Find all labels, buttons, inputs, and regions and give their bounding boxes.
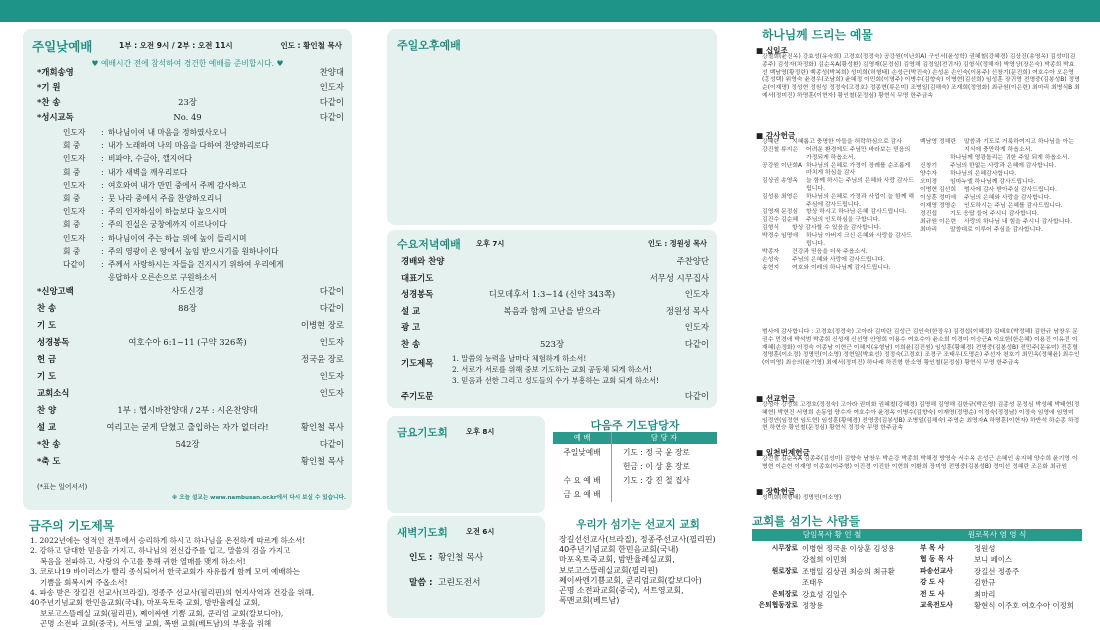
thanks-text: 항상 하시고 하나님 은혜 감사드립니다. (806, 209, 907, 216)
order-content: 여리고는 굳게 닫혔고 출입하는 자가 없더라! (106, 422, 269, 432)
servants-header (752, 529, 1082, 541)
litany-colon: : (101, 141, 104, 151)
order-content: 사도신경 (171, 286, 204, 296)
order-label: 찬 송 (401, 338, 421, 349)
prayer-item: 보로고스뜰레실 교회(필리핀), 쩨이싸엔 기쁨 교회, 쿤리엄 교회(칼보디아), (40, 608, 284, 618)
order-label: 성경봉독 (37, 337, 70, 347)
thanks-entry (762, 233, 917, 249)
dawn-scripture: 고린도전서 (438, 578, 481, 588)
litany-colon: : (101, 167, 104, 177)
mission-line: 폭맨교회(베트남) (559, 596, 620, 606)
morning-intro: ♥ 예배시간 전에 참석하여 경건한 예배를 준비합시다. ♥ (91, 59, 284, 68)
order-label: 찬 송 (37, 303, 57, 313)
litany-speaker: 회 중 (63, 194, 81, 203)
thanks-text: 지혜롭고 충명한 아들을 허락하심으로 감사 (792, 139, 902, 145)
order-row (387, 288, 717, 301)
thanks-text: 하나님의 은혜로 가정과 사업이 늘 함께 해주심에 감사드립니다. (806, 193, 914, 208)
next-divider (611, 432, 612, 502)
order-label: 교회소식 (37, 388, 70, 398)
litany-speaker: 다같이 (63, 260, 86, 269)
thanks-entry (762, 178, 917, 194)
friday-title: 금요기도회 (397, 427, 448, 439)
dawn-leader-label: 인도 : (409, 553, 433, 563)
morning-service-panel (23, 29, 352, 510)
morning-times: 1부 : 오전 9시 / 2부 : 오전 11시 (119, 41, 233, 50)
offering-title: 하나님께 드리는 예물 (762, 28, 873, 42)
thanks-name: 신창기 (920, 162, 938, 169)
litany-colon: : (101, 180, 104, 190)
thanks-name: 최마리 (920, 226, 938, 233)
litany-speaker: 인도자 (63, 207, 86, 217)
order-row (23, 81, 352, 94)
order-row (23, 404, 352, 417)
litany-colon: : (101, 246, 104, 256)
thanks-name: 강진철 류지은 (762, 147, 799, 153)
order-row (23, 336, 352, 349)
order-who: 다같이 (319, 286, 344, 296)
thanks-label: ■ 감사헌금 (756, 131, 796, 140)
order-row (23, 455, 352, 468)
scholar-list: 성미희(허형태) 정명민(이소영) (762, 495, 842, 501)
order-who: 황인철 목사 (300, 456, 344, 466)
ilcheon-list: 강진철 김순옥A 김종주(김성미) 김향숙 남창우 박순강 박종희 박해경 방영숙 서수옥 손성근 손혜인 송지혜 양수희 윤기영 이병현 이순현 이재영 이종호(이주형) 이진경 이진한 이현희 이환희 장미영 전명중(김봉성B) 정미선 정혜란 조은화 최규원 (762, 456, 1078, 470)
prayer-item: 1. 2022년에는 영적인 전투에서 승리하게 하시고 하나님을 온전하게 따르게 하소서! (30, 536, 306, 545)
litany-speaker: 회 중 (63, 246, 81, 256)
thanks-name: 정진섭 (920, 210, 938, 217)
order-content: 88장 (178, 303, 197, 313)
thanks-name: 송현지 (762, 264, 780, 271)
thanks-right (920, 139, 1080, 235)
thanks-name: 김형식 (762, 225, 780, 232)
wednesday-closing (387, 390, 717, 403)
order-label: 광 고 (401, 322, 421, 332)
mission-line: 40주년기념교회 한민음교회(국내) (559, 545, 679, 555)
afternoon-service-panel (387, 29, 717, 225)
thanks-text: 주님의 은혜와 사랑에 감사드립니다. (792, 256, 885, 263)
servants-title: 교회를 섬기는 사람들 (752, 514, 860, 528)
thanks-name: 이상훈 정미애 (920, 194, 957, 201)
scholar-label: ■ 장학헌금 (756, 487, 796, 496)
next-title: 다음주 기도담당자 (590, 419, 680, 432)
next-row (553, 474, 717, 488)
servant-row (752, 543, 1082, 554)
servant-names-2: 최마리 (974, 589, 996, 599)
litany-speaker: 인도자 (63, 154, 86, 164)
order-content: 23장 (178, 97, 197, 107)
servant-names: 조태우 (802, 578, 824, 588)
thanks-name: 김진수 김순혜 (762, 217, 799, 224)
order-who: 인도자 (319, 388, 344, 398)
thanks-text: 임마누엘 하나님께 감사드립니다. (950, 178, 1036, 185)
morning-leader: 인도 : 황인철 목사 (280, 41, 342, 50)
thanks-name: 박경수 임명애 (762, 233, 799, 240)
order-label: *찬 송 (37, 439, 61, 449)
litany-text: 주의 진실은 궁창에까지 이르나이다 (108, 220, 227, 230)
order-who: 찬양대 (319, 67, 344, 77)
wednesday-time: 오후 7시 (476, 239, 505, 248)
litany-text: 하나님이여 주는 하늘 위에 높이 들리시며 (108, 233, 247, 243)
thanks-text: 사랑의 하나님 내 힘을 주시니 감사합니다. (964, 218, 1072, 225)
thanks-name: 김영재 문정심 (762, 209, 799, 216)
thanks-entry (920, 139, 1080, 155)
litany-speaker: 회 중 (63, 220, 81, 230)
litany-colon: : (101, 260, 104, 269)
order-who: 정국윤 장로 (300, 354, 344, 364)
litany-text: 주께서 사랑하시는 자들을 건지시기 위하여 우리에게 (108, 260, 284, 269)
order-row (387, 272, 717, 285)
order-content: 여호수아 6:1~11 (구약 326쪽) (128, 337, 247, 347)
thanks-entry (920, 227, 1080, 235)
thanks-entry (762, 257, 917, 265)
servant-role-2: 전 도 사 (920, 589, 945, 598)
prayer-item: 복음을 전파하고, 사랑의 수고를 통해 귀한 열매를 맺게 하소서! (40, 556, 246, 566)
servant-names-2: 황현식 이주호 여호수아 이정희 (974, 601, 1074, 610)
servant-role: 시무장로 (771, 544, 798, 552)
litany-text: 주의 영광이 온 땅에서 높임 받으시기를 원하나이다 (108, 246, 279, 256)
thanks-entry (762, 139, 917, 147)
thanks-text: 하나님께 영광돌리는 귀한 주일 되게 하옵소서. (950, 154, 1070, 161)
dawn-scripture-label: 말씀 : (409, 578, 433, 588)
order-row (23, 111, 352, 124)
prayer-item: 기쁨을 회복시켜 주옵소서! (40, 577, 128, 587)
servant-role-2: 파송선교사 (920, 566, 953, 575)
dawn-leader: 황인철 목사 (438, 553, 484, 563)
order-row (387, 338, 717, 351)
friday-time: 오후 8시 (466, 427, 495, 436)
litany-colon: : (101, 194, 104, 203)
mission-line: 곤명 소전파교회(중국), 서트영교회, (559, 586, 684, 596)
prayer-item: 40주년기념교회 한민음교회(국내), 마포옥토죽 교회, 밤반율례실 교회, (30, 598, 261, 608)
thanks-entry (762, 249, 917, 257)
thanks-entry (762, 163, 917, 179)
offering-section (752, 26, 1082, 511)
order-row (387, 305, 717, 318)
servant-role: 원로장로 (771, 566, 798, 575)
prayer-item: 곤명 소전파 교회(중국), 서트영 교회, 폭맨 교회(베트남)의 부흥을 위해 (40, 619, 272, 629)
mission-line: 마포옥토죽교회, 밤반율례실교회, (559, 555, 675, 565)
servant-names-2: 보니 페이스 (974, 555, 1013, 565)
afternoon-title: 주일오후예배 (397, 39, 461, 52)
mission-line: 장길선선교사(브라질), 정종주선교사(필리핀) (559, 535, 716, 544)
thanks-entry (920, 211, 1080, 219)
order-label: *축 도 (37, 456, 61, 466)
morning-title: 주일낮예배 (32, 39, 93, 54)
order-label: *기 원 (37, 82, 61, 92)
litany-text: 주의 인자하심이 하늘보다 높으시며 (108, 207, 227, 217)
order-label: 성경봉독 (401, 289, 434, 299)
thanks-text: 건강과 믿음을 더욱 주옵소서. (792, 248, 868, 255)
wednesday-leader: 인도 : 정원성 목사 (648, 239, 707, 248)
tithe-label: ■ 십일조 (756, 46, 788, 55)
dawn-time: 오전 6시 (466, 527, 495, 536)
order-who: 다같이 (319, 112, 344, 122)
thanks-text: 여호와 이레의 하나님께 감사드립니다. (792, 264, 891, 271)
litany-speaker: 인도자 (63, 180, 86, 190)
mission-offering-label: ■ 선교헌금 (756, 394, 796, 403)
thanks-text: 어려운 환경에도 주님만 바라보는 믿음의 가정되게 하옵소서. (806, 147, 911, 161)
order-row (387, 255, 717, 268)
litany-colon: : (101, 220, 104, 230)
order-who: 다같이 (319, 303, 344, 313)
order-who: 서무성 시무집사 (649, 272, 709, 283)
order-label: 헌 금 (37, 354, 57, 364)
thanks-text: 주님의 은혜와 사랑을 감사합니다. (964, 194, 1052, 201)
thanks-entry (762, 265, 917, 273)
friday-service-panel (387, 416, 545, 513)
order-label: 설 교 (401, 305, 421, 316)
litany-text: 응답하사 오른손으로 구원하소서 (108, 273, 217, 283)
wednesday-prayer-item: 1. 말씀의 능력을 날마다 체험하게 하소서! (452, 354, 587, 363)
order-label: *신앙고백 (37, 286, 74, 296)
tithe-list: 강철희(윤진옥) 강효성(유숙희) 고경호(정정숙) 공강원(이난희A) 구인서(윤성학) 권혜철(강혜경) 김상진(송영옥) 김성미(김종주) 김성자(차정화) 김순옥A(황성환) 김영재(문정심) 김영채 김정일(전귀자) 김형식(정해자) 박영상(장은숙) 박종희 박효선 백남영(황정란) 백종성(박복희) 성미희(허형태) 손성근(박진숙) 손성운 손인숙(이용주) 신창기(문진희) 여호수아 오은영(홍성택) 위영숙 윤경우(조남희) 윤혜정 이민희(이명주) 이병수(김향숙) 이병현(김선희) 임성훈 장귀영 전명중(김봉성B) 정명순(이재명) 정성현 정원성 정정숙(고경호) 정종현(류은미) 조병일(김해숙) 조재희(정영화) 최규원(이은련) 최마리 최병식B 최예서(정미진) 하명훈(이현자) 황인철(문정심) 황현식 무명 한주금속 (762, 54, 1080, 99)
order-content: 복음과 함께 고난을 받으라 (503, 305, 601, 316)
order-content: 디모데후서 1:3~14 (신약 343쪽) (488, 289, 616, 299)
thanks-text: 늘 함께 하시는 주님의 은혜와 사랑 감사드립니다. (806, 178, 914, 192)
litany-text: 하나님이여 내 마음을 정하였사오니 (108, 128, 227, 137)
order-label: 기 도 (37, 320, 57, 330)
order-row (23, 421, 352, 434)
order-who: 정원성 목사 (665, 305, 709, 316)
thanks-entry (920, 155, 1080, 163)
litany-colon: : (101, 207, 104, 217)
thanks-text: 기도 응답 들어 주시니 감사합니다. (950, 210, 1040, 217)
next-person: 헌금 : 이 상 훈 장로 (623, 462, 690, 471)
litany-text: 비파야, 수금아, 깰지어다 (108, 154, 193, 164)
wednesday-prayer-label: 기도제목 (401, 358, 434, 368)
order-who: 황인철 목사 (300, 422, 344, 432)
order-row (23, 370, 352, 383)
servant-row (752, 600, 1082, 611)
thanks-entry (920, 179, 1080, 187)
thanks-name: 박종자 (762, 248, 780, 255)
thanks-name: 공강원 이난희A (762, 162, 803, 169)
servant-row (752, 577, 1082, 588)
next-service: 주일낮예배 (563, 448, 601, 457)
servant-row (752, 589, 1082, 600)
order-who: 다같이 (319, 439, 344, 449)
next-header-row (553, 432, 717, 444)
thanks-entry (920, 219, 1080, 227)
order-content: 542장 (175, 439, 200, 449)
ilcheon-label: ■ 일천번제헌금 (756, 448, 810, 457)
order-row (23, 66, 352, 79)
litany-colon: : (101, 128, 104, 137)
next-header-person: 담 당 자 (650, 433, 678, 442)
closing-label: 주기도문 (401, 391, 434, 401)
next-header-service: 예 배 (573, 433, 591, 442)
thanks-text: 주님의 한없는 사랑과 은혜에 감사합니다. (950, 162, 1057, 169)
order-row (23, 353, 352, 366)
order-row (23, 96, 352, 109)
servant-role-2: 교육전도사 (920, 601, 953, 609)
thanks-text: 주님의 인도하심을 구합니다. (806, 217, 880, 224)
morning-notice: ※ 오늘 설교는 www.nambusan.or.kr에서 다시 보실 수 있습니다. (171, 495, 346, 501)
servant-role-2: 부 목 사 (920, 544, 945, 552)
thanks-entry (920, 163, 1080, 171)
closing-who: 다같이 (684, 391, 709, 401)
servant-role: 은퇴장로 (771, 589, 798, 598)
thanks-text: 항상 감사할 수 있음을 감사합니다. (792, 225, 882, 232)
bumsa-list: 범사에 감사합니다 : 고경호(정정숙) 고아라 김미란 김성근 김인숙(한장우) 김정섭(이혜정) 김태호(박정혜) 김한규 남창우 문권수 민경애 박석범 박종희 신성재 신선영 안영희 이용수 여호수아 윤소희 이경미 이승근A 이요한(한은혜) 이용진 이유진 이재혜(손정화) 이정숙 이종남 이현근 이혜지(유형남) 이희윤(김진원) 임성훈(황혜경) 전명중(김봉성B) 전민주(문유미) 전홍렬 정명훈(이소정) 정명민(이소영) 정현일(박효선) 정정숙(고경호) 조경구 조태우(도명순) 주선자 천호기 최민옥(정혜윤) 최수인(이미영) 최승의(윤기영) 최예서(정미진) 하나래 하진형 한소영 황인철(문정심) 황현식 무명 한주금속 (762, 329, 1080, 367)
thanks-text: 인도하시는 주님 은혜를 감사드립니다. (964, 202, 1063, 209)
servant-names: 강철희 이민희 (802, 555, 848, 565)
order-who: 다같이 (684, 338, 709, 349)
thanks-name: 이병현 김선희 (920, 186, 957, 193)
wednesday-prayers (452, 353, 659, 386)
thanks-entry (920, 171, 1080, 179)
wednesday-prayer-item: 2. 서로가 서로를 위해 중보 기도하는 교회 공동체 되게 하소서! (452, 365, 652, 374)
thanks-name: 백남영 정해란 (920, 139, 957, 145)
thanks-name: 최규원 이은련 (920, 218, 957, 225)
order-row (23, 285, 352, 298)
litany-colon: : (101, 154, 104, 164)
litany-text: 내가 새벽을 깨우리로다 (108, 167, 188, 177)
servants-section (752, 513, 1082, 621)
order-content: 523장 (539, 338, 565, 349)
thanks-text: 하나님 아버지 크신 은혜와 사랑을 감사드립니다. (806, 233, 913, 248)
emeritus-pastor: 원로목사 염 영 식 (967, 530, 1027, 539)
missions-title: 우리가 섬기는 선교지 교회 (576, 519, 700, 531)
order-label: *개회송영 (37, 67, 74, 77)
thanks-name: 강혜란 (762, 139, 780, 145)
litany-speaker: 인도자 (63, 233, 86, 243)
litany-colon: : (101, 233, 104, 243)
wednesday-service-panel (387, 230, 717, 408)
order-row (23, 438, 352, 451)
next-row (553, 460, 717, 474)
servant-names-2: 정원성 (974, 544, 996, 553)
wednesday-prayer-item: 3. 믿음과 선한 그리고 성도들의 수가 부흥하는 교회 되게 하소서! (452, 376, 659, 385)
next-person: 기도 : 강 진 철 집사 (623, 476, 690, 485)
servant-role: 은퇴협동장로 (758, 601, 798, 609)
order-who: 주찬양단 (676, 256, 709, 266)
order-who: 인도자 (319, 337, 344, 347)
servant-names: 이병현 정국윤 이상훈 김성용 (802, 544, 895, 553)
servant-names: 강효성 김일수 (802, 589, 848, 599)
litany-text: 뭇 나라 중에서 주를 찬양하오리니 (108, 194, 222, 203)
order-who: 인도자 (319, 82, 344, 92)
servant-names-2: 장길선 정종주 (974, 566, 1020, 576)
order-label: *찬 송 (37, 97, 61, 107)
next-row (553, 446, 717, 460)
servant-row (752, 554, 1082, 565)
mission-line: 쩨이싸엔기쁨교회, 쿤리엄교회(칼보디아) (559, 575, 702, 585)
prayer-item: 3. 코로나19 바이러스가 빨리 종식되어서 한국교회가 자유롭게 함께 모여 예배하는 (30, 567, 300, 577)
order-label: 경배와 찬양 (401, 256, 445, 266)
mission-line: 보로고스뜰레실교회(필리핀) (559, 565, 658, 575)
wednesday-title: 수요저녁예배 (397, 238, 461, 251)
thanks-text: 말씀대로 이루어 주심을 감사합니다. (950, 226, 1043, 233)
next-prayer-section (553, 416, 717, 513)
thanks-text: 말씀과 기도로 거룩하여지고 하나님을 아는 지식에 충만하게 하옵소서. (964, 139, 1074, 153)
prayer-title: 금주의 기도제목 (29, 519, 115, 533)
order-content: 1부 : 헵시바찬양대 / 2부 : 시온찬양대 (117, 405, 258, 415)
litany-speaker: 인도자 (63, 128, 86, 137)
order-label: *성시교독 (37, 112, 74, 122)
top-bar (0, 0, 1100, 22)
order-label: 기 도 (37, 371, 57, 381)
order-label: 찬 양 (37, 405, 57, 415)
litany-speaker: 회 중 (63, 141, 81, 151)
thanks-left (762, 139, 917, 273)
thanks-name: 손성숙 (762, 256, 780, 263)
prayer-item: 2. 강하고 담대한 믿음을 가지고, 하나님의 전신갑주를 입고, 말씀의 검을 가지고 (30, 546, 291, 556)
thanks-name: 이재영 정명순 (920, 202, 957, 209)
thanks-entry (920, 195, 1080, 203)
order-row (23, 319, 352, 332)
missions-section (553, 516, 723, 621)
thanks-name: 오미경 (920, 178, 938, 185)
thanks-entry (920, 203, 1080, 211)
order-row (23, 302, 352, 315)
order-who: 이병현 장로 (300, 320, 344, 330)
litany-speaker: 회 중 (63, 167, 81, 177)
next-row (553, 488, 717, 502)
order-label: 설 교 (37, 422, 57, 432)
servant-role-2: 협 동 목 사 (920, 555, 954, 564)
order-who: 다같이 (319, 97, 344, 107)
senior-pastor: 담임목사 황 인 철 (802, 530, 862, 539)
order-row (387, 321, 717, 334)
next-service: 금 요 예 배 (563, 490, 601, 499)
litany-text: 내가 노래하며 나의 마음을 다하여 찬양하리로다 (108, 141, 269, 151)
thanks-text: 하나님의 은혜감사합니다. (950, 170, 1017, 177)
missions-lines (559, 535, 716, 606)
order-who: 인도자 (684, 322, 709, 332)
servant-names-2: 김한규 (974, 578, 996, 588)
thanks-entry (762, 194, 917, 210)
thanks-name: 양수자 (920, 170, 938, 177)
thanks-entry (920, 187, 1080, 195)
prayer-item: 4. 파송 받은 장길진 선교사(브라질), 정종주 선교사(필리핀)의 현지사역과 건강을 위해, (30, 588, 315, 598)
order-content: No. 49 (173, 112, 202, 122)
litany-text: 여호와여 내가 만민 중에서 주께 감사하고 (108, 180, 247, 190)
morning-footnote: (*표는 일어서서) (37, 483, 88, 491)
thanks-text: 범사에 감사 받아주실 감사드립니다. (964, 186, 1057, 193)
order-who: 인도자 (684, 289, 709, 299)
servant-names: 정창용 (802, 601, 824, 610)
order-label: 대표기도 (401, 272, 434, 283)
servant-row (752, 566, 1082, 577)
prayer-section (23, 516, 368, 629)
order-row (23, 387, 352, 400)
servant-names: 조병일 김상권 최승의 최규환 (802, 566, 895, 576)
thanks-name: 김상권 송영옥 (762, 178, 799, 185)
thanks-text: 하나님의 은혜로 가정이 장례를 순조롭게 마치게 하심을 감사 (806, 162, 911, 177)
servant-role-2: 강 도 사 (920, 578, 945, 587)
thanks-entry (762, 147, 917, 163)
dawn-title: 새벽기도회 (397, 527, 448, 539)
thanks-name: 김성용 최영은 (762, 193, 799, 200)
next-person: 기도 : 정 국 윤 장로 (623, 448, 690, 457)
mission-offering-list: 강성아 강정희 고경호(정정숙) 고아라 권미화 권혜철(강혜경) 김명해 김영해 김한규(박은영) 김종성 문정심 박성혜 박태현(정혜현) 박현진 서명희 손동엽 양수자 여호수아 윤경옥 이병수(김향숙) 이재영(정명순) 이정숙(정정남) 이정숙 임영애 임영미 임정연(임정현 임도현) 임성훈(황혜경) 전명중(김봉성B) 조병일(김해숙) 주명순 최영자A 하명훈(이현자) 하반석 하순종 하정현 하현승 황인철(문정심) 황현식 정정숙 무명 한주금속 (762, 402, 1080, 432)
prayer-list (30, 536, 314, 630)
dawn-service-panel (387, 516, 545, 618)
next-service: 수 요 예 배 (563, 476, 601, 485)
order-who: 인도자 (319, 371, 344, 381)
